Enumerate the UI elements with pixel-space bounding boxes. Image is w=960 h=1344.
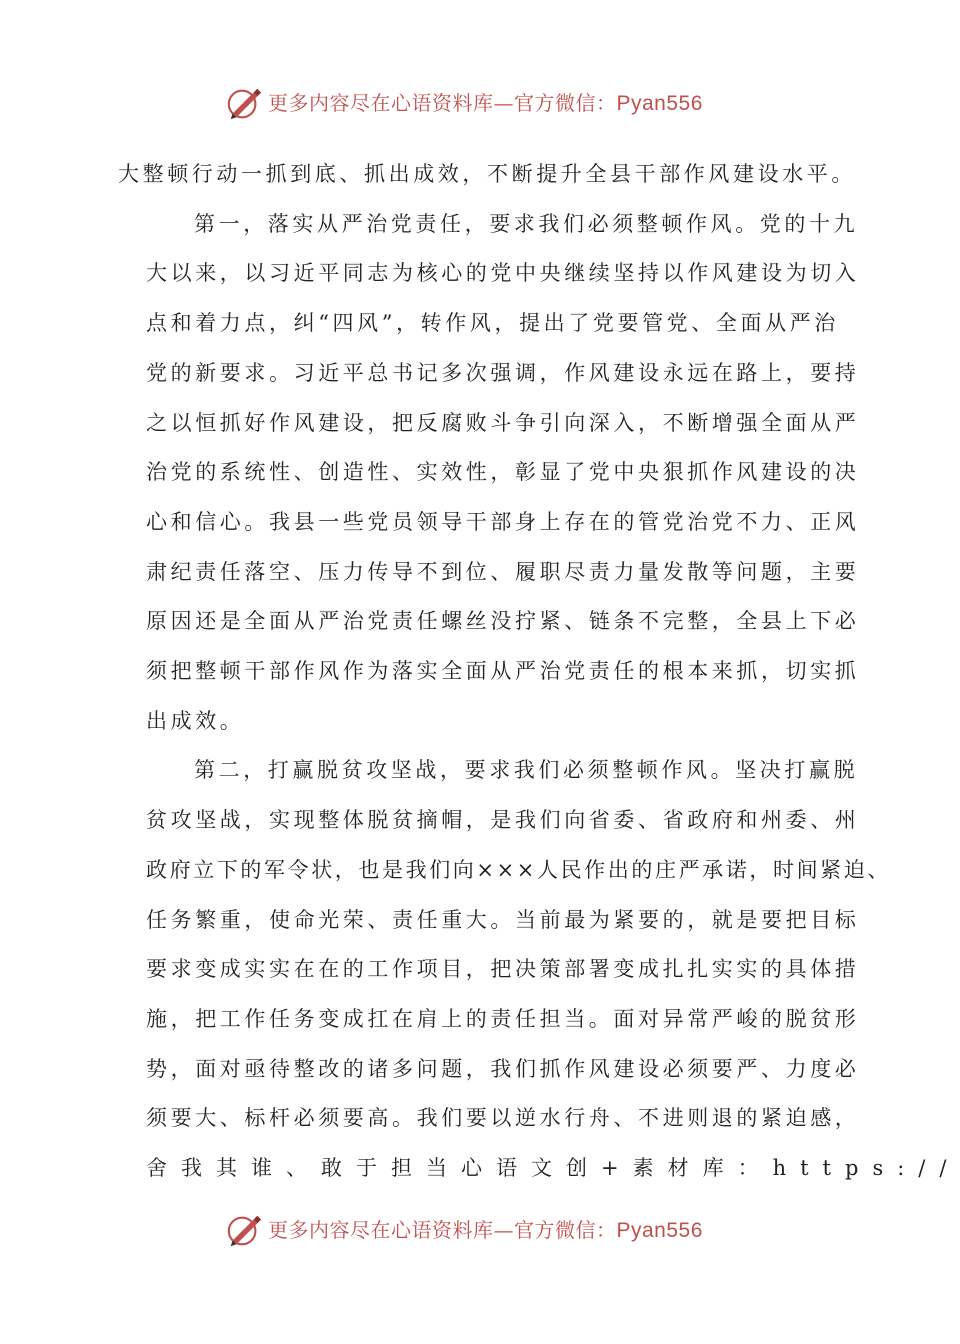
wechat-id: Pyan556 (616, 1219, 703, 1242)
text-line: 施，把工作任务变成扛在肩上的责任担当。面对异常严峻的脱贫形 (146, 1006, 860, 1031)
footer-banner (0, 1208, 950, 1252)
banner-text (268, 87, 703, 116)
banner-title: 更多内容尽在心语资料库 (268, 1218, 494, 1242)
intro-line (118, 150, 856, 200)
paragraph-2 (146, 746, 960, 1193)
text-line: 贫攻坚战，实现整体脱贫摘帽，是我们向省委、省政府和州委、州 (146, 808, 860, 833)
banner-separator: — (493, 1218, 514, 1242)
wechat-label: 官方微信： (514, 1218, 617, 1242)
banner-separator: — (493, 91, 514, 115)
text-line: 之以恒抓好作风建设，把反腐败斗争引向深入，不断增强全面从严 (146, 410, 860, 435)
text-line: 须要大、标杆必须要高。我们要以逆水行舟、不进则退的紧迫感， (146, 1106, 860, 1131)
header-banner (0, 81, 950, 125)
pen-logo-icon (225, 1212, 263, 1250)
paragraph-1 (146, 200, 860, 747)
text-line: 任务繁重，使命光荣、责任重大。当前最为紧要的，就是要把目标 (146, 907, 860, 932)
text-line: 政府立下的军令状，也是我们向×××人民作出的庄严承诺，时间紧迫、 (146, 857, 891, 882)
text-line: 党的新要求。习近平总书记多次强调，作风建设永远在路上，要持 (146, 360, 860, 385)
text-line: 须把整顿干部作风作为落实全面从严治党责任的根本来抓，切实抓 (146, 659, 860, 684)
text-line: 点和着力点，纠“四风”，转作风，提出了党要管党、全面从严治 (146, 311, 839, 336)
pen-logo-icon (225, 85, 263, 123)
text-line: 势，面对亟待整改的诸多问题，我们抓作风建设必须要严、力度必 (146, 1056, 860, 1081)
banner-text (268, 1214, 703, 1243)
text-line: 大以来，以习近平同志为核心的党中央继续坚持以作风建设为切入 (146, 261, 860, 286)
text-line: 出成效。 (146, 708, 245, 733)
text-line: 原因还是全面从严治党责任螺丝没拧紧、链条不完整，全县上下必 (146, 609, 860, 634)
text-line: 大整顿行动一抓到底、抓出成效，不断提升全县干部作风建设水平。 (118, 162, 856, 186)
wechat-label: 官方微信： (514, 91, 617, 115)
text-line: 第一，落实从严治党责任，要求我们必须整顿作风。党的十九 (194, 211, 859, 236)
text-line: 要求变成实实在在的工作项目，把决策部署变成扎扎实实的具体措 (146, 957, 860, 982)
text-line: 舍我其谁、敢于担当心语文创+素材库：https:// (146, 1156, 960, 1181)
wechat-id: Pyan556 (616, 92, 703, 115)
text-line: 心和信心。我县一些党员领导干部身上存在的管党治党不力、正风 (146, 509, 860, 534)
text-line: 肃纪责任落空、压力传导不到位、履职尽责力量发散等问题，主要 (146, 559, 860, 584)
document-body (118, 150, 960, 1194)
text-line: 第二，打赢脱贫攻坚战，要求我们必须整顿作风。坚决打赢脱 (194, 758, 859, 783)
banner-title: 更多内容尽在心语资料库 (268, 91, 494, 115)
text-line: 治党的系统性、创造性、实效性，彰显了党中央狠抓作风建设的决 (146, 460, 860, 485)
